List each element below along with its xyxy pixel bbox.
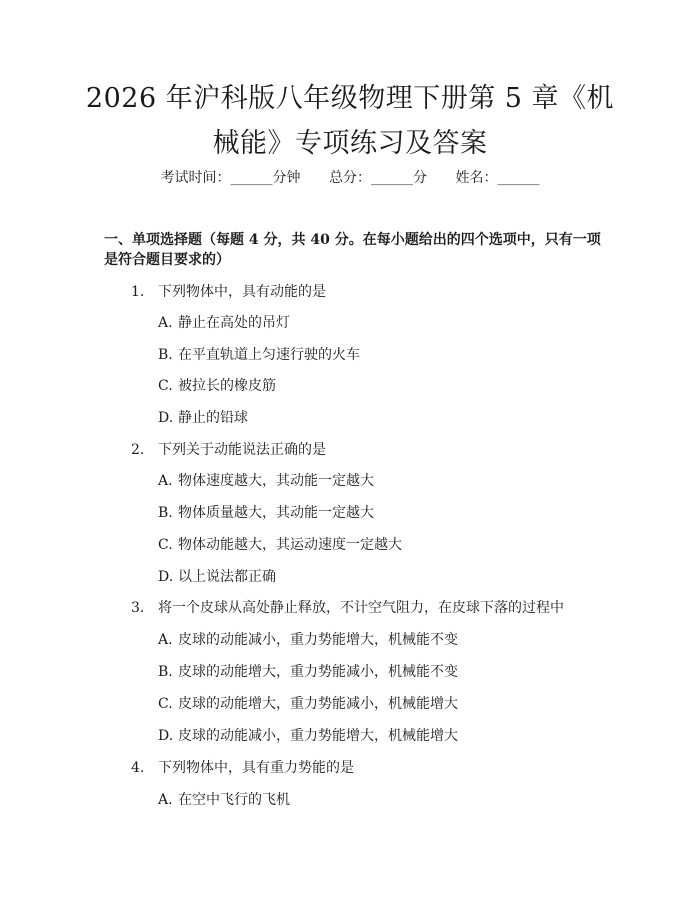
option-text: 以上说法都正确 <box>178 569 276 585</box>
question-1-option-c <box>158 376 276 396</box>
question-1-option-b <box>158 345 360 365</box>
option-text: 在平直轨道上匀速行驶的火车 <box>178 347 360 363</box>
question-1-option-a <box>158 313 290 333</box>
question-3-option-b <box>158 662 458 682</box>
question-text: 下列物体中，具有重力势能的是 <box>158 760 354 776</box>
question-2-option-b <box>158 503 374 523</box>
section-heading: 一、单项选择题（每题 4 分，共 40 分。在每小题给出的四个选项中，只有一项是符合题目要求的） <box>104 232 601 268</box>
question-text: 下列物体中，具有动能的是 <box>158 284 326 300</box>
option-text: 被拉长的橡皮筋 <box>178 378 276 394</box>
question-number: 1. <box>131 284 145 300</box>
option-letter: A. <box>158 473 173 489</box>
question-text: 将一个皮球从高处静止释放，不计空气阻力，在皮球下落的过程中 <box>158 600 564 616</box>
option-text: 皮球的动能增大，重力势能减小，机械能增大 <box>178 696 458 712</box>
exam-name: 姓名：______ <box>455 170 540 186</box>
option-text: 皮球的动能减小，重力势能增大，机械能增大 <box>178 728 458 744</box>
option-text: 物体质量越大，其动能一定越大 <box>178 505 374 521</box>
option-text: 物体速度越大，其动能一定越大 <box>178 473 374 489</box>
option-letter: A. <box>158 792 173 808</box>
option-text: 物体动能越大，其运动速度一定越大 <box>178 537 402 553</box>
question-1 <box>131 282 326 302</box>
option-letter: C. <box>158 537 173 553</box>
question-number: 2. <box>131 442 145 458</box>
document-title: 2026 年沪科版八年级物理下册第 5 章《机械能》专项练习及答案 <box>85 83 615 159</box>
question-1-option-d <box>158 408 248 428</box>
option-letter: A. <box>158 632 173 648</box>
question-2-option-a <box>158 471 374 491</box>
exam-time: 考试时间：______分钟 <box>160 170 301 186</box>
option-text: 在空中飞行的飞机 <box>178 792 290 808</box>
question-2-option-d <box>158 567 276 587</box>
question-text: 下列关于动能说法正确的是 <box>158 442 326 458</box>
question-3-option-c <box>158 694 458 714</box>
question-3 <box>131 598 564 618</box>
option-letter: D. <box>158 410 174 426</box>
question-3-option-a <box>158 630 458 650</box>
option-letter: B. <box>158 347 173 363</box>
exam-info <box>0 168 700 188</box>
option-letter: B. <box>158 664 173 680</box>
question-2-option-c <box>158 535 402 555</box>
option-letter: B. <box>158 505 173 521</box>
question-4 <box>131 758 354 778</box>
exam-score: 总分：______分 <box>329 170 427 186</box>
option-letter: A. <box>158 315 173 331</box>
question-4-option-a <box>158 790 290 810</box>
question-2 <box>131 440 326 460</box>
option-letter: C. <box>158 378 173 394</box>
question-number: 3. <box>131 600 145 616</box>
option-text: 静止的铅球 <box>178 410 248 426</box>
question-3-option-d <box>158 726 458 746</box>
option-text: 静止在高处的吊灯 <box>178 315 290 331</box>
option-text: 皮球的动能减小，重力势能增大，机械能不变 <box>178 632 458 648</box>
option-letter: C. <box>158 696 173 712</box>
option-letter: D. <box>158 569 174 585</box>
option-text: 皮球的动能增大，重力势能减小，机械能不变 <box>178 664 458 680</box>
question-number: 4. <box>131 760 145 776</box>
option-letter: D. <box>158 728 174 744</box>
